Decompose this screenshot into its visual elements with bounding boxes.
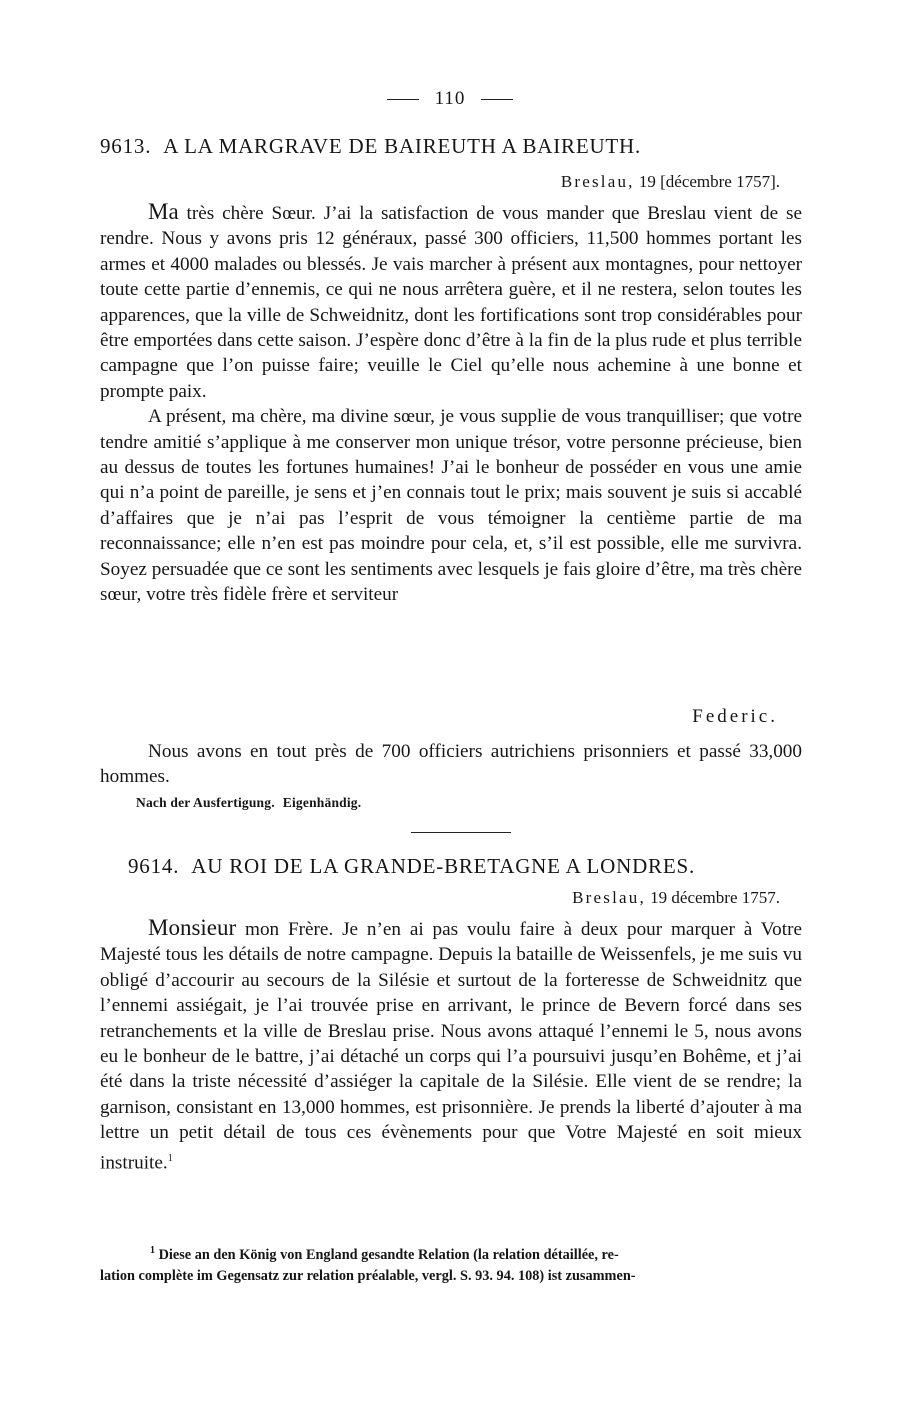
page-header [0,88,900,110]
paragraph-text: mon Frère. Je n’en ai pas voulu faire à deux pour marquer à Votre Majesté tous les détails de notre campagne. Depuis la bataille de Weissenfels, je me suis vu obligé d’accourir au secours de la Silésie et surtout de la forteresse de Schweidnitz que l’ennemi assiégait, je l’ai trouvée prise en arrivant, le prince de Bevern forcé dans ses retranchements et la ville de Breslau prise. Nous avons attaqué l’ennemi le 5, nous avons eu le bonheur de le battre, j’ai détaché un corps qui l’a poursuivi jusqu’en Bohême, et j’ai été dans la triste nécessité d’assiéger la capitale de la Silésie. Elle vient de se rendre; la garnison, consistant en 13,000 hommes, est prisonnière. Je prends la liberté d’ajouter à ma lettre un petit détail de tous ces évènements pour que Votre Majesté en soit mieux instruite. [100,919,802,1174]
header-dash-right [481,99,513,100]
source-part-1: Nach der Ausfertigung. [136,795,275,810]
footnote-line [100,1240,804,1266]
postscript-text: Nous avons en tout près de 700 officiers autrichiens prisonniers et passé 33,000 hommes. [100,741,802,788]
dateline-place: Breslau, [572,888,646,907]
lead-word: Monsieur [148,915,237,940]
footnote-text: Diese an den König von England gesandte Relation (la relation détaillée, re- [158,1246,619,1263]
letter-dateline [561,172,780,192]
body-paragraph: A présent, ma chère, ma divine sœur, je vous supplie de vous tranquilliser; que votre tendre amitié s’applique à me conserver mon unique trésor, votre personne précieuse, bien au dessus de toutes les fortunes humaines! J’ai le bonheur de posséder en vous une amie qui n’a point de pareille, je sens et j’en connais tout le prix; mais souvent je suis si accablé d’affaires que je n’ai pas l’esprit de vous témoigner la centième partie de ma reconnaissance; elle n’en est pas moindre pour cela, et, s’il est possible, elle me survivra. Soyez persuadée que ce sont les sentiments avec lesquels je fais gloire d’être, ma très chère sœur, votre très fidèle frère et serviteur [100,406,802,606]
footnote [100,1240,804,1287]
body-paragraph [100,915,802,1175]
footnote-reference[interactable]: 1 [167,1152,173,1164]
letter-title [128,854,828,879]
letter-body [100,199,802,608]
source-note [136,795,361,811]
postscript [100,739,802,790]
signature: Federic. [692,706,778,727]
source-part-2: Eigenhändig. [282,795,362,810]
header-dash-left [387,99,419,100]
body-paragraph [100,199,802,404]
letter-number: 9614. [128,854,180,878]
paragraph-text: très chère Sœur. J’ai la satisfaction de vous mander que Breslau vient de se rendre. Nous y avons pris 12 généraux, passé 300 officiers, 11,500 hommes portant les armes et 4000 malades ou blessés. Je vais marcher à présent aux montagnes, pour nettoyer toute cette partie d’ennemis, ce qui ne nous arrêtera guère, et il ne restera, selon toutes les apparences, que la ville de Schweidnitz, dont les fortifications sont trop considérables pour être emportées dans cette saison. J’espère donc d’être à la fin de la plus rude et plus terrible campagne que l’on puisse faire; veuille le Ciel qu’elle nous achemine à une bonne et prompte paix. [100,203,802,402]
dateline-date: 19 [décembre 1757]. [638,172,780,191]
section-divider [411,832,511,833]
letter-dateline [572,888,780,908]
page-number: 110 [434,88,466,109]
dateline-date: 19 décembre 1757. [650,888,780,907]
footnote-line: lation complète im Gegensatz zur relation préalable, vergl. S. 93. 94. 108) ist zusammen- [100,1267,636,1284]
letter-heading: A LA MARGRAVE DE BAIREUTH A BAIREUTH. [163,134,642,158]
footnote-marker: 1 [150,1245,155,1256]
letter-number: 9613. [100,134,152,158]
dateline-place: Breslau, [560,172,635,191]
letter-title [100,134,800,159]
letter-body [100,915,802,1175]
letter-heading: AU ROI DE LA GRANDE-BRETAGNE A LONDRES. [191,854,696,878]
lead-word: Ma [148,199,179,224]
